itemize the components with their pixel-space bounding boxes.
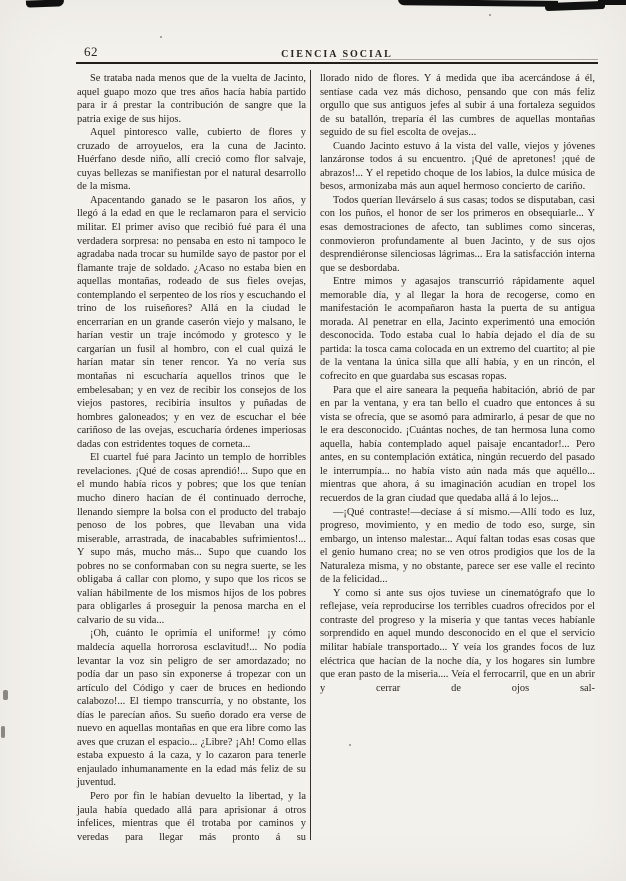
paragraph: Y como si ante sus ojos tuviese un cinematógrafo que lo reflejase, veía reproducirse los terribles cuadros ofrecidos por el contraste del progreso y la miseria y que tantas veces habíanle sorprendido en aquel mundo desconocido en el que el servicio militar habíale transportado... Y veía los grandes focos de luz eléctrica que hacían de la noche día, y los hogares sin lumbre que eran pasto de la miseria.... Veía el ferrocarril, que en un abrir y cerrar de ojos sal- xyxy=(320,587,595,694)
paragraph: Cuando Jacinto estuvo á la vista del valle, viejos y jóvenes lanzáronse todos á su encuentro. ¡Qué de apretones! ¡qué de abrazos!... Y el repetido choque de los labios, la dulce música de besos, armonizaba más aun aquel hermoso concierto de cariño. xyxy=(320,140,595,193)
paragraph: Para que el aire saneara la pequeña habitación, abrió de par en par la ventana, y era tan bello el cuadro que entonces á su vista se ofrecía, que se asomó para admirarlo, á pesar de que no le era desconocido. ¡Cuántas noches, de tan hermosa luna como aquella, había contemplado aquel paisaje encantador!... Pero antes, en su contemplación extática, ningún recuerdo del pasado le interrumpía... no había visto aún nada más que aquéllo... mientras que ahora, á su imaginación acudían en tropel los recuerdos de la gran ciudad que quedaba allá á lo lejos... xyxy=(320,384,595,504)
page-number: 62 xyxy=(84,44,98,59)
scan-smudge-top-right xyxy=(398,0,558,7)
scan-speck xyxy=(349,744,351,746)
left-column xyxy=(77,72,306,844)
header-rule xyxy=(76,62,598,64)
scan-speck xyxy=(489,14,491,16)
column-divider xyxy=(310,70,311,840)
paragraph: Aquel pintoresco valle, cubierto de flores y cruzado de arroyuelos, era la cuna de Jacinto. Huérfano desde niño, allí creció como flor salvaje, cuyas bellezas se manifiestan por el natural desarrollo de la misma. xyxy=(77,127,306,193)
scan-smudge-top-right-2 xyxy=(545,1,605,11)
paragraph: Entre mimos y agasajos transcurrió rápidamente aquel memorable día, y al llegar la hora de recogerse, como en manifestación le acompañaron hasta la puerta de su antigua morada. Al penetrar en ella, Jacinto experimentó una emoción desconocida. Todo estaba cual lo había dejado el día de su partida: la tosca cama colocada en un extremo del cuartito; al pie de la ventana la única silla que allí había, y en un rincón, el cofrecito en que guardaba sus escasas ropas. xyxy=(320,276,595,383)
paragraph: ¡Oh, cuánto le oprimía el uniforme! ¡y cómo maldecía aquella horrorosa esclavitud!... No podía levantar la voz sin peligro de ser amordazado; no podía dar un paso sin exponerse á tropezar con un artículo del Código y caer de bruces en hediondo calabozo!... El tiempo transcurría, y no obstante, los días le parecían años. Su sueño dorado era verse de nuevo en aquellas montañas en que era libre como las aves que cruzan el espacio... ¿Libre? ¡Ah! Como ellas estaba expuesto á la caza, y lo cazaron para tenerle enjaulado inhumanamente en la edad más feliz de su juventud. xyxy=(77,628,306,789)
paragraph: —¡Qué contraste!—decíase á sí mismo.—Allí todo es luz, progreso, movimiento, y en medio de todo eso, surge, sin embargo, un intenso malestar... Aquí faltan todas esas cosas que el genio humano crea; no se ven otros prodigios que los de la Naturaleza misma, y no obstante, parece ser ese valle el recinto de la felicidad... xyxy=(320,506,595,586)
scan-smudge-top-left xyxy=(26,0,64,8)
journal-title: CIENCIA SOCIAL xyxy=(281,49,393,60)
header-rule-faint xyxy=(340,59,598,60)
scan-speck xyxy=(160,36,162,38)
paragraph: llorado nido de flores. Y á medida que iba acercándose á él, sentíase cada vez más dichoso, pensando que con más feliz orgullo que sus antiguos jefes al subir á una fortaleza seguidos de su batallón, treparía él las cumbres de aquellas montañas seguido de su fiel escolta de ovejas... xyxy=(320,73,595,139)
scan-speck xyxy=(3,690,8,700)
paragraph: Apacentando ganado se le pasaron los años, y llegó á la edad en que le reclamaron para el servicio militar. El primer aviso que recibió fué para él una verdadera sorpresa: no pensaba en esto ni tampoco le agradaba nada trocar su humilde sayo de pastor por el flamante traje de soldado. ¿Acaso no estaba bien en aquellas montañas, rodeado de sus fieles ovejas, contemplando el serpenteo de los ríos y escuchando el trino de los ruiseñores? Allá en la ciudad le encerrarían en un grande caserón viejo y malsano, le harían vestir un traje incómodo y grotesco y le cargarían un fusil al hombro, con el cual quizá le harían matar sin tener rencor. Ya no vería sus montañas ni escucharía aquellos trinos que le embelesaban; y en vez de recibir los consejos de los viejos pastores, recibiría insultos y puñadas de hombres galoneados; y en vez de escuchar el bée cariñoso de las ovejas, escucharía órdenes imperiosas dadas con estridentes toques de corneta... xyxy=(77,194,306,450)
scan-smudge-top-corner xyxy=(598,0,626,5)
right-column xyxy=(320,72,595,695)
paragraph: Se trataba nada menos que de la vuelta de Jacinto, aquel guapo mozo que tres años hacía había partido para ir á prestar la contribución de sangre que la patria exige de sus hijos. xyxy=(77,73,306,125)
paragraph: Todos querían llevárselo á sus casas; todos se disputaban, casi con los puños, el honor de ser los primeros en obsequiarle... Y esas demostraciones de afecto, tan sublimes como sinceras, conmovieron profundamente al buen Jacinto, y de sus ojos desprendiéronse silenciosas lágrimas... Era la satisfacción interna que se desbordaba. xyxy=(320,194,595,274)
paragraph: Pero por fin le habían devuelto la libertad, y la jaula había quedado allá para aprisionar á otros infelices, mientras que él trotaba por caminos y veredas para llegar más pronto á su xyxy=(77,790,306,843)
paragraph: El cuartel fué para Jacinto un templo de horribles revelaciones. ¡Qué de cosas aprendió!... Supo que en el mundo había ricos y pobres; que los que tenían mucho dinero hacían de él continuado derroche, llenando siempre la bolsa con el producto del trabajo penoso de los pobres, que llevaban una vida miserable, arrastrada, de inacabables sufrimientos!... Y supo más, mucho más... Supo que cuando los pobres no se conformaban con su negra suerte, se les obligaba á callar con plomo, y supo que los ricos se valían hábilmente de los mismos hijos de los pobres para obligarles á proseguir la penosa marcha en el calvario de su vida... xyxy=(77,452,306,626)
scan-speck xyxy=(1,726,5,738)
